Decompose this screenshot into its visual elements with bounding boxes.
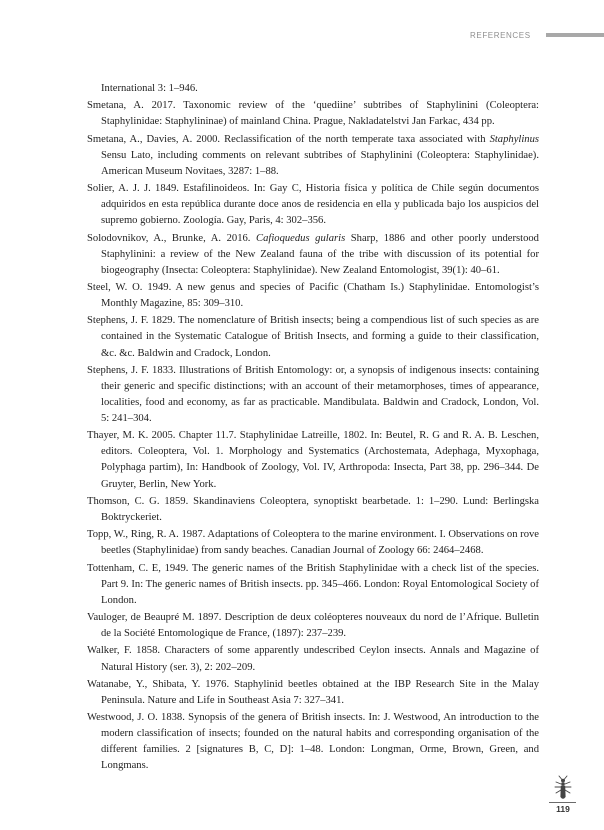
section-header-label: REFERENCES	[470, 31, 531, 40]
footer-rule	[549, 802, 576, 803]
reference-entry: Walker, F. 1858. Characters of some apparently undescribed Ceylon insects. Annals and Magazine of Natural History (ser. 3), 2: 202–209.	[87, 645, 539, 673]
reference-entry: Watanabe, Y., Shibata, Y. 1976. Staphylinid beetles obtained at the IBP Research Site in the Malay Peninsula. Nature and Life in Southeast Asia 7: 327–341.	[87, 678, 539, 706]
reference-entry: Solodovnikov, A., Brunke, A. 2016. Cafioquedus gularis Sharp, 1886 and other poorly understood Staphylinini: a review of the New Zealand fauna of the tribe with discussion of its potential for biogeography (Insecta: Coleoptera: Staphylinidae). New Zealand Entomologist, 39(1): 40–61.	[87, 232, 539, 276]
beetle-icon	[552, 775, 574, 801]
reference-entry: Stephens, J. F. 1833. Illustrations of British Entomology: or, a synopsis of indigenous insects: containing their generic and specific distinctions; with an account of their metamorphoses, times of appearance, localities, food and economy, as far as practicable. Mandibulata. Baldwin and Cradock, London, Vol. 5: 241–304.	[87, 364, 539, 425]
reference-entry: International 3: 1–946.	[101, 83, 198, 94]
page-number: 119	[556, 804, 570, 814]
reference-entry: Thomson, C. G. 1859. Skandinaviens Coleoptera, synoptiskt bearbetade. 1: 1–290. Lund: Berlingska Boktryckeriet.	[87, 495, 539, 523]
reference-entry: Tottenham, C. E, 1949. The generic names of the British Staphylinidae with a check list of the species. Part 9. In: The generic names of British insects. pp. 345–466. London: Royal Entomological Society of London.	[87, 562, 539, 606]
reference-entry: Solier, A. J. J. 1849. Estafilinoideos. In: Gay C, Historia física y política de Chile según documentos adquiridos en esta república durante doce anos de residencia en ella y publicada bajo los auspicios del supremo gobierno. Zoología. Gay, Paris, 4: 302–356.	[87, 183, 539, 227]
reference-entry: Vauloger, de Beaupré M. 1897. Description de deux coléopteres nouveaux du nord de l’Afrique. Bulletin de la Société Entomologique de France, (1897): 237–239.	[87, 612, 539, 640]
reference-entry: Stephens, J. F. 1829. The nomenclature of British insects; being a compendious list of such species as are contained in the Systematic Catalogue of British Insects, and forming a guide to their classification, &c. &c. Baldwin and Cradock, London.	[87, 315, 539, 359]
reference-entry: Topp, W., Ring, R. A. 1987. Adaptations of Coleoptera to the marine environment. I. Observations on rove beetles (Staphylinidae) from sandy beaches. Canadian Journal of Zoology 66: 2464–2468.	[87, 529, 539, 557]
reference-entry: Thayer, M. K. 2005. Chapter 11.7. Staphylinidae Latreille, 1802. In: Beutel, R. G and R. A. B. Leschen, editors. Coleoptera, Vol. 1. Morphology and Systematics (Archostemata, Adephaga, Myxophaga, Polyphaga partim), In: Handbook of Zoology, Vol. IV, Arthropoda: Insecta, Part 38, pp. 296–344. De Gruyter, Berlin, New York.	[87, 430, 539, 490]
reference-entry: Steel, W. O. 1949. A new genus and species of Pacific (Chatham Is.) Staphylinidae. Entomologist’s Monthly Magazine, 85: 309–310.	[87, 282, 539, 310]
reference-entry: Smetana, A., Davies, A. 2000. Reclassification of the north temperate taxa associated with Staphylinus Sensu Lato, including comments on relevant subtribes of Staphylinini (Coleoptera: Staphylinidae). American Museum Novitaes, 3287: 1–88.	[87, 133, 539, 177]
reference-entry: Smetana, A. 2017. Taxonomic review of the ‘quediine’ subtribes of Staphylinini (Coleoptera: Staphylinidae: Staphylininae) of mainland China. Prague, Nakladatelstvi Jan Farkac, 434 pp.	[87, 100, 539, 128]
reference-list	[87, 81, 539, 776]
reference-entry: Westwood, J. O. 1838. Synopsis of the genera of British insects. In: J. Westwood, An introduction to the modern classification of insects; founded on the natural habits and corresponding organisation of the different families. 2 [signatures B, C, D]: 1–48. London: Longman, Orme, Brown, Green, and Longmans.	[87, 712, 539, 772]
header-accent-bar	[546, 33, 604, 37]
